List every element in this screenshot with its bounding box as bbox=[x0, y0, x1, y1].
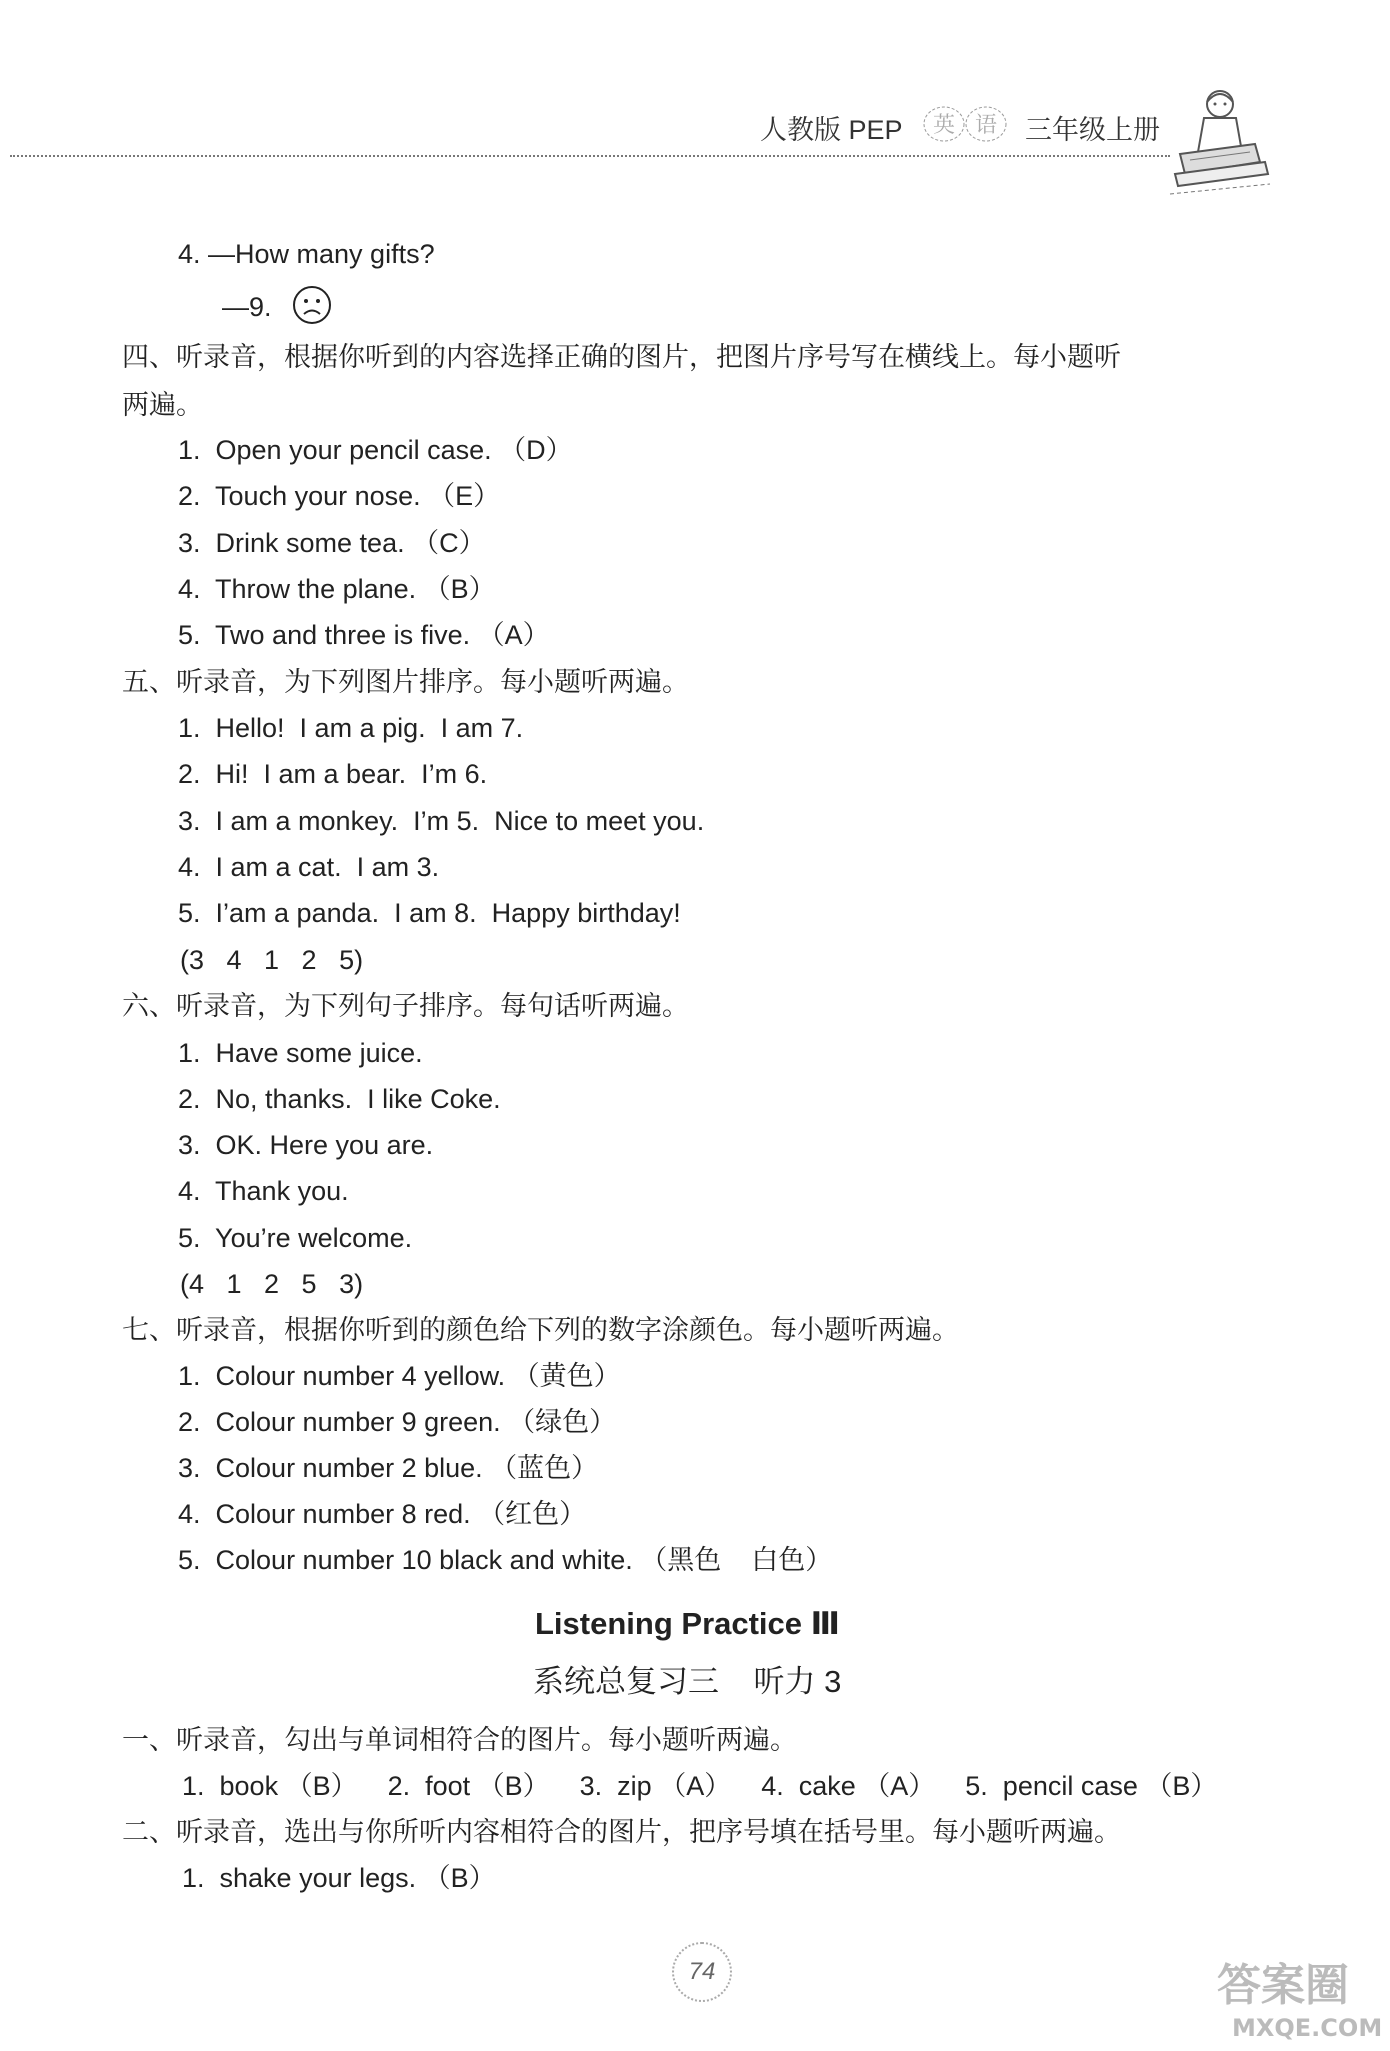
list-item: 1. Have some juice. bbox=[178, 1038, 423, 1068]
list-item: 5. Two and three is five. （A） bbox=[178, 620, 550, 650]
section-7-title: 七、听录音，根据你听到的颜色给下列的数字涂颜色。每小题听两遍。 bbox=[122, 1315, 959, 1345]
list-item: 5. Colour number 10 black and white. （黑色 白色） bbox=[178, 1545, 833, 1575]
svg-text:英: 英 bbox=[932, 113, 956, 138]
list-item: 3. I am a monkey. I’m 5. Nice to meet you. bbox=[178, 806, 705, 836]
section-5-answer: (3 4 1 2 5) bbox=[180, 945, 364, 975]
list-item: 1. Hello! I am a pig. I am 7. bbox=[178, 713, 524, 743]
watermark-main: 答案圈 bbox=[1217, 1960, 1349, 2011]
section-subheading: 系统总复习三 听力 3 bbox=[533, 1664, 842, 1699]
grade-label: 三年级上册 bbox=[1025, 115, 1160, 145]
section-4-title-cont: 两遍。 bbox=[122, 390, 203, 420]
q4-question: 4. —How many gifts? bbox=[178, 239, 435, 269]
watermark-url: MXQE.COM bbox=[1232, 2014, 1382, 2042]
section-6-title: 六、听录音，为下列句子排序。每句话听两遍。 bbox=[122, 991, 689, 1021]
part-1-answers: 1. book （B） 2. foot （B） 3. zip （A） 4. cake （A） 5. pencil case （B） bbox=[182, 1771, 1218, 1801]
list-item: 2. No, thanks. I like Coke. bbox=[178, 1084, 501, 1114]
list-item: 3. Colour number 2 blue. （蓝色） bbox=[178, 1453, 599, 1483]
list-item: 2. Hi! I am a bear. I’m 6. bbox=[178, 759, 488, 789]
list-item: 1. shake your legs. （B） bbox=[182, 1863, 496, 1893]
list-item: 1. Open your pencil case. （D） bbox=[178, 435, 573, 465]
list-item: 5. You’re welcome. bbox=[178, 1223, 413, 1253]
list-item: 3. OK. Here you are. bbox=[178, 1130, 434, 1160]
section-6-answer: (4 1 2 5 3) bbox=[180, 1269, 364, 1299]
subject-badge bbox=[922, 104, 1010, 144]
list-item: 1. Colour number 4 yellow. （黄色） bbox=[178, 1361, 621, 1391]
list-item: 2. Touch your nose. （E） bbox=[178, 481, 501, 511]
list-item: 5. I’am a panda. I am 8. Happy birthday! bbox=[178, 898, 681, 928]
part-1-title: 一、听录音，勾出与单词相符合的图片。每小题听两遍。 bbox=[122, 1725, 797, 1755]
list-item: 4. Throw the plane. （B） bbox=[178, 574, 496, 604]
q4-answer: —9. bbox=[222, 292, 272, 322]
part-2-title: 二、听录音，选出与你所听内容相符合的图片，把序号填在括号里。每小题听两遍。 bbox=[122, 1817, 1121, 1847]
list-item: 4. Thank you. bbox=[178, 1176, 349, 1206]
watermark-logo bbox=[1212, 1950, 1382, 2045]
section-heading: Listening Practice Ⅲ bbox=[535, 1606, 840, 1641]
page-header bbox=[0, 0, 1390, 200]
list-item: 4. I am a cat. I am 3. bbox=[178, 852, 440, 882]
reading-child-illustration bbox=[1160, 82, 1272, 200]
publisher-label: 人教版 PEP bbox=[760, 115, 903, 145]
section-4-title: 四、听录音，根据你听到的内容选择正确的图片，把图片序号写在横线上。每小题听 bbox=[122, 342, 1121, 372]
page-number: 74 bbox=[672, 1942, 732, 2002]
list-item: 4. Colour number 8 red. （红色） bbox=[178, 1499, 587, 1529]
svg-text:语: 语 bbox=[974, 113, 998, 138]
section-5-title: 五、听录音，为下列图片排序。每小题听两遍。 bbox=[122, 667, 689, 697]
sad-face-icon bbox=[291, 284, 333, 326]
list-item: 2. Colour number 9 green. （绿色） bbox=[178, 1407, 617, 1437]
header-divider bbox=[10, 155, 1170, 157]
list-item: 3. Drink some tea. （C） bbox=[178, 528, 486, 558]
